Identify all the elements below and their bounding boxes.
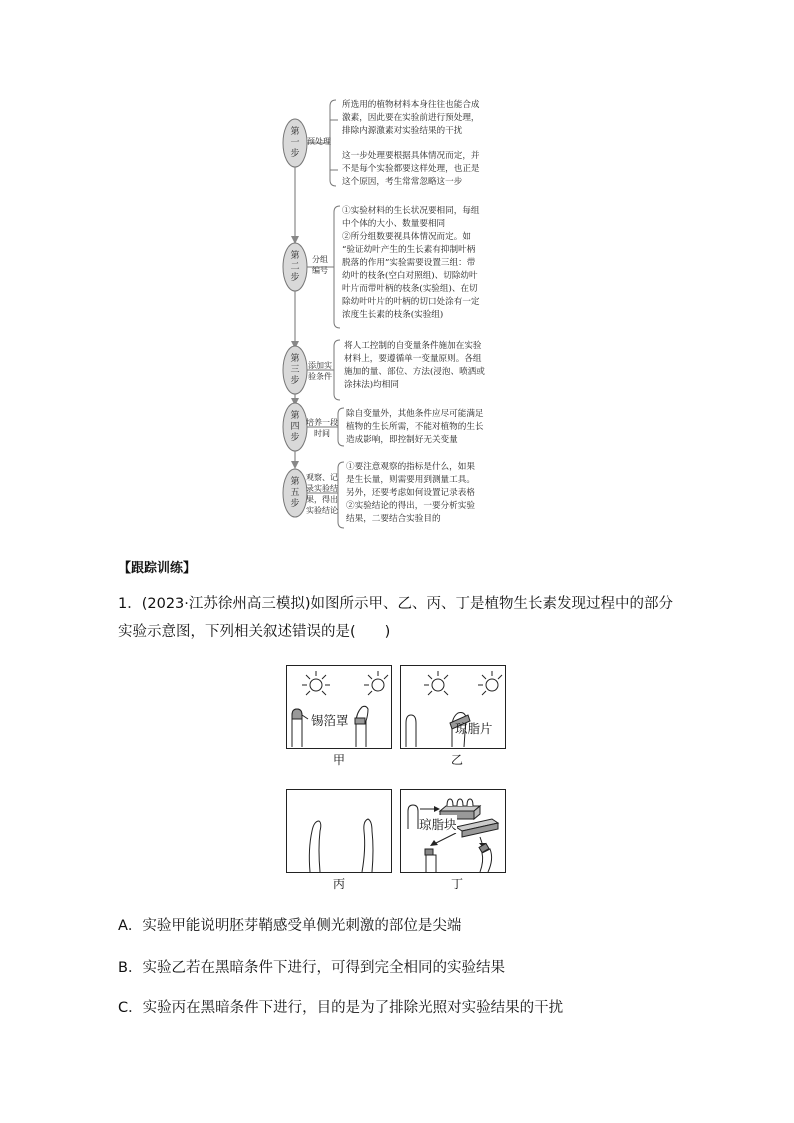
label-agar-block: 琼脂块 xyxy=(419,817,457,832)
step-3-oval: 第 三 步 xyxy=(290,354,300,386)
step-1-note-2: 这一步处理要根据具体情况而定，并 不是每个实验都要这样处理，也正是 这个原因，考生常常忽略这一步 xyxy=(342,151,480,187)
option-b: B．实验乙若在黑暗条件下进行，可得到完全相同的实验结果 xyxy=(118,960,505,976)
step-1-action: 预处理 xyxy=(307,137,331,146)
step-2-oval: 第 二 步 xyxy=(290,251,300,283)
panel-label-jia: 甲 xyxy=(333,753,346,767)
panel-label-yi: 乙 xyxy=(451,753,464,767)
option-c: C．实验丙在黑暗条件下进行，目的是为了排除光照对实验结果的干扰 xyxy=(118,1000,564,1016)
panel-bing-drawing xyxy=(286,789,392,873)
step-4-oval: 第 四 步 xyxy=(290,411,300,443)
label-agar-sheet: 琼脂片 xyxy=(455,721,493,736)
step-1-oval: 第 一 步 xyxy=(290,127,300,159)
panel-jia-drawing xyxy=(286,665,392,749)
step-3-note: 将人工控制的自变量条件施加在实验 材料上，要遵循单一变量原则。各组 施加的量、部位、方法(浸泡、喷洒或 涂抹法)均相同 xyxy=(344,341,485,390)
step-2-action: 分组 编号 xyxy=(312,255,328,275)
panel-label-bing: 丙 xyxy=(333,877,346,891)
question-stem: 1．(2023·江苏徐州高三模拟)如图所示甲、乙、丙、丁是植物生长素发现过程中的部分实验示意图，下列相关叙述错误的是( ) xyxy=(118,596,674,640)
step-5-oval: 第 五 步 xyxy=(290,477,300,509)
step-4-note: 除自变量外，其他条件应尽可能满足 植物的生长所需，不能对植物的生长 造成影响，即控制好无关变量 xyxy=(346,409,484,445)
section-title: 【跟踪训练】 xyxy=(118,561,197,576)
step-4-action: 培养一段 时间 xyxy=(306,418,338,438)
option-a: A．实验甲能说明胚芽鞘感受单侧光刺激的部位是尖端 xyxy=(118,918,462,934)
step-5-note: ①要注意观察的指标是什么，如果 是生长量，则需要用到测量工具。 另外，还要考虑如何设置记录表格 ②实验结论的得出，一要分析实验 结果，二要结合实验目的 xyxy=(346,462,475,524)
step-5-action: 观察、记 录实验结 果，得出 实验结论 xyxy=(306,473,338,515)
step-3-action: 添加实 验条件 xyxy=(308,361,332,381)
panel-label-ding: 丁 xyxy=(451,877,464,891)
step-2-note: ①实验材料的生长状况要相同，每组 中个体的大小、数量要相同 ②所分组数要视具体情况而定。如 “验证幼叶产生的生长素有抑制叶柄 脱落的作用”实验需要设置三组：带 幼叶的枝条(空白对照组)、切除幼叶 叶片而带叶柄的枝条(实验组)、在切 除幼叶叶片的叶柄的切口处涂有一定 浓度生长素的枝条(实验组) xyxy=(342,206,480,320)
step-1-note-1: 所选用的植物材料本身往往也能合成 激素，因此要在实验前进行预处理， 排除内源激素对实验结果的干扰 xyxy=(342,100,480,136)
label-foil-cap: 锡箔罩 xyxy=(311,713,349,728)
